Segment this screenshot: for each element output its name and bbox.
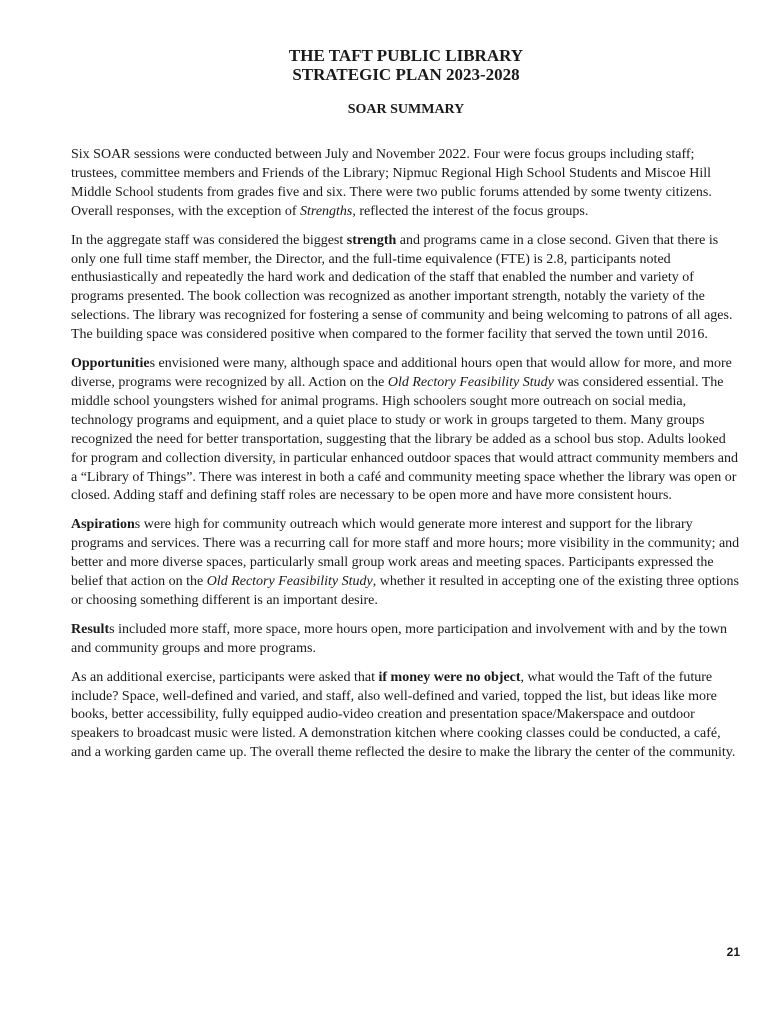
paragraph-intro [71, 146, 743, 222]
paragraph-strengths [71, 232, 743, 345]
page-number: 21 [726, 945, 740, 959]
text-run: , reflected the interest of the focus groups. [352, 203, 589, 219]
bold-strength: strength [346, 232, 397, 248]
emphasis-strengths: Strengths [300, 203, 353, 219]
bold-opportunities: Opportunitie [71, 356, 150, 372]
document-title [0, 46, 767, 84]
document-body [71, 146, 743, 773]
text-run: As an additional exercise, participants were asked that [71, 669, 379, 685]
text-run: Six SOAR sessions were conducted between July and November 2022. Four were focus groups including staff; trustees, committee members and Friends of the Library; Nipmuc Regional High School Students and Miscoe Hill Middle School students from grades five and six. There were two public forums attended by some twenty citizens. Overall responses, with the exception of [71, 147, 712, 219]
title-line-2: STRATEGIC PLAN 2023-2028 [292, 65, 520, 84]
bold-results: Result [71, 621, 110, 637]
text-run: and programs came in a close second. Given that there is only one full time staff member, the Director, and the full-time equivalence (FTE) is 2.8, participants noted enthusiastically and repeatedly the hard work and dedication of the staff that enabled the number and variety of programs presented. The book collection was recognized as another important strength, notably the variety of the selections. The library was recognized for fostering a sense of community and being welcoming to patrons of all ages. The building space was considered positive when compared to the former facility that served the town until 2016. [71, 232, 733, 343]
text-run: s were high for community outreach which would generate more interest and support for the library programs and services. There was a recurring call for more staff and more hours; more visibility in the community; and better and more diverse spaces, particularly small group work areas and meeting spaces. Participants expressed the belief that action on the [71, 517, 740, 590]
paragraph-aspirations [71, 516, 743, 611]
title-line-1: THE TAFT PUBLIC LIBRARY [288, 46, 524, 65]
text-run: was considered essential. The middle school youngsters wished for animal programs. High schoolers sought more outreach on social media, technology programs and equipment, and a quiet place to study or work in groups targeted to them. Many groups recognized the need for better transportation, suggesting that the library be added as a school bus stop. Adults looked for program and collection diversity, in particular enhanced outdoor spaces that would attract community members and a “Library of Things”. There was interest in both a café and community meeting space whether the library was open or closed. Adding staff and defining staff roles are necessary to be open more and have more consistent hours. [71, 374, 738, 504]
section-subtitle: SOAR SUMMARY [347, 102, 465, 117]
text-run: In the aggregate staff was considered the biggest [71, 232, 347, 248]
text-run: , whether it resulted in accepting one of the existing three options or choosing something different is an important desire. [71, 574, 739, 608]
text-run: s envisioned were many, although space and additional hours open that would allow for more, and more diverse, programs were recognized by all. Action on the [71, 356, 732, 390]
bold-aspirations: Aspiration [71, 517, 135, 533]
bold-money-no-object: if money were no object [378, 669, 521, 685]
text-run: s included more staff, more space, more hours open, more participation and involvement with and by the town and community groups and more programs. [71, 621, 728, 656]
emphasis-study-title: Old Rectory Feasibility Study [387, 374, 554, 390]
paragraph-results [71, 621, 743, 659]
emphasis-study-title: Old Rectory Feasibility Study [206, 574, 373, 590]
paragraph-exercise [71, 669, 743, 764]
text-run: , what would the Taft of the future include? Space, well-defined and varied, and staff, also well-defined and varied, topped the list, but ideas like more books, better accessibility, fully equipped audio-video creation and presentation space/Makerspace and outdoor speakers to broadcast music were listed. A demonstration kitchen where cooking classes could be conducted, a café, and a working garden came up. The overall theme reflected the desire to make the library the center of the community. [71, 669, 736, 761]
paragraph-opportunities [71, 355, 743, 506]
